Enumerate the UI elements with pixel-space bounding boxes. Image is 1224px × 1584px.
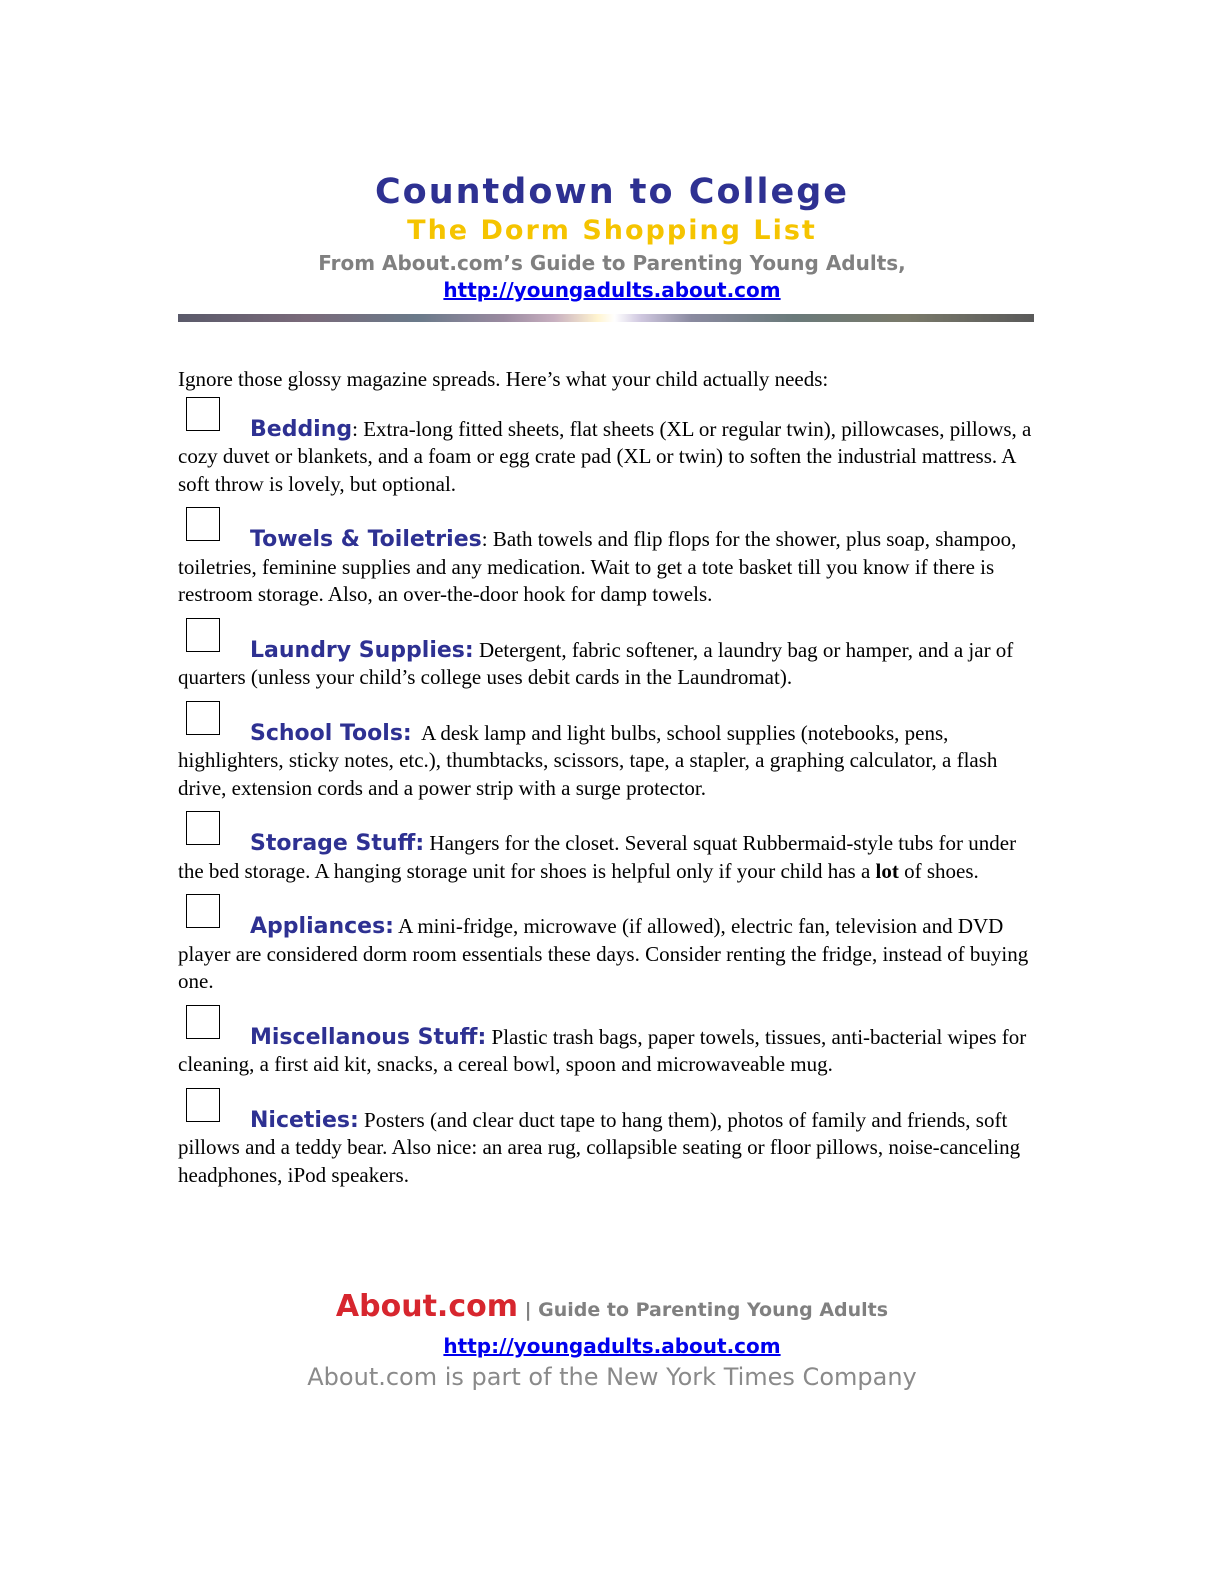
- item-title: Appliances:: [250, 914, 394, 939]
- checkbox-school-tools[interactable]: [186, 701, 220, 735]
- checkbox-bedding[interactable]: [186, 397, 220, 431]
- item-title: Niceties:: [250, 1107, 359, 1133]
- item-description: Extra-long fitted sheets, flat sheets (XL or regular twin), pillowcases, pillows, a cozy duvet or blankets, and a foam or egg crate pad (XL or twin) to soften the industrial mattress. A soft throw is lovely, but optional.: [178, 416, 1032, 496]
- list-item-bedding: [178, 416, 1038, 499]
- footer-url-link[interactable]: http://youngadults.about.com: [443, 1334, 781, 1358]
- page-title: Countdown to College: [374, 172, 850, 212]
- footer-note: About.com is part of the New York Times Company: [307, 1363, 917, 1391]
- page-subtitle: The Dorm Shopping List: [407, 215, 817, 246]
- header-url-link[interactable]: http://youngadults.about.com: [443, 278, 781, 302]
- item-description-end: of shoes.: [898, 858, 979, 883]
- item-description: Plastic trash bags, paper towels, tissues, anti-bacterial wipes for cleaning, a first aid kit, snacks, a cereal bowl, spoon and microwaveable mug.: [178, 1024, 1027, 1076]
- item-description: Posters (and clear duct tape to hang them), photos of family and friends, soft pillows and a teddy bear. Also nice: an area rug, collapsible seating or floor pillows, noise-canceling headphones, iPod speakers.: [178, 1107, 1021, 1187]
- checkbox-laundry[interactable]: [186, 618, 220, 652]
- item-title: Bedding: [250, 416, 353, 442]
- list-item-appliances: [178, 913, 1038, 996]
- item-emphasis: lot: [875, 858, 899, 883]
- checkbox-niceties[interactable]: [186, 1088, 220, 1122]
- item-description: Bath towels and flip flops for the shower, plus soap, shampoo, toiletries, feminine supplies and any medication. Wait to get a tote basket till you know if there is restroom storage. Also, an over-the-door hook for damp towels.: [178, 527, 1017, 606]
- checkbox-towels[interactable]: [186, 507, 220, 541]
- item-separator: :: [481, 527, 493, 551]
- list-item-storage: [178, 830, 1038, 885]
- item-description: Detergent, fabric softener, a laundry bag or hamper, and a jar of quarters (unless your child’s college uses debit cards in the Laundromat).: [178, 637, 1014, 689]
- item-title: Storage Stuff:: [250, 831, 425, 856]
- item-description: A mini-fridge, microwave (if allowed), electric fan, television and DVD player are considered dorm room essentials these days. Consider renting the fridge, instead of buying one.: [178, 914, 1029, 993]
- shopping-list: [178, 366, 1038, 1217]
- item-separator: [412, 721, 421, 745]
- checkbox-miscellaneous[interactable]: [186, 1005, 220, 1039]
- footer-guide-name: | Guide to Parenting Young Adults: [517, 1299, 889, 1321]
- item-title: Laundry Supplies:: [250, 637, 474, 663]
- item-title: Towels & Toiletries: [250, 527, 482, 552]
- item-separator: :: [352, 416, 364, 441]
- list-item-niceties: [178, 1107, 1038, 1190]
- list-item-towels: [178, 526, 1038, 609]
- document-header: [0, 170, 1224, 304]
- item-description: Hangers for the closet. Several squat Rubbermaid-style tubs for under the bed storage. A hanging storage unit for shoes is helpful only if your child has a: [178, 831, 1017, 883]
- list-item-school-tools: [178, 720, 1038, 803]
- header-divider: [178, 314, 1034, 322]
- document-footer: [0, 1286, 1224, 1393]
- checkbox-appliances[interactable]: [186, 894, 220, 928]
- list-item-miscellaneous: [178, 1024, 1038, 1079]
- source-line: From About.com’s Guide to Parenting Young Adults,: [318, 251, 906, 275]
- item-title: School Tools:: [250, 720, 412, 746]
- item-title: Miscellanous Stuff:: [250, 1024, 487, 1050]
- about-logo: About.com: [335, 1289, 518, 1324]
- list-item-laundry: [178, 637, 1038, 692]
- checkbox-storage[interactable]: [186, 811, 220, 845]
- item-description: A desk lamp and light bulbs, school supplies (notebooks, pens, highlighters, sticky notes, etc.), thumbtacks, scissors, tape, a stapler, a graphing calculator, a flash drive, extension cords and a power strip with a surge protector.: [178, 720, 998, 800]
- intro-text: Ignore those glossy magazine spreads. Here’s what your child actually needs:: [178, 367, 829, 391]
